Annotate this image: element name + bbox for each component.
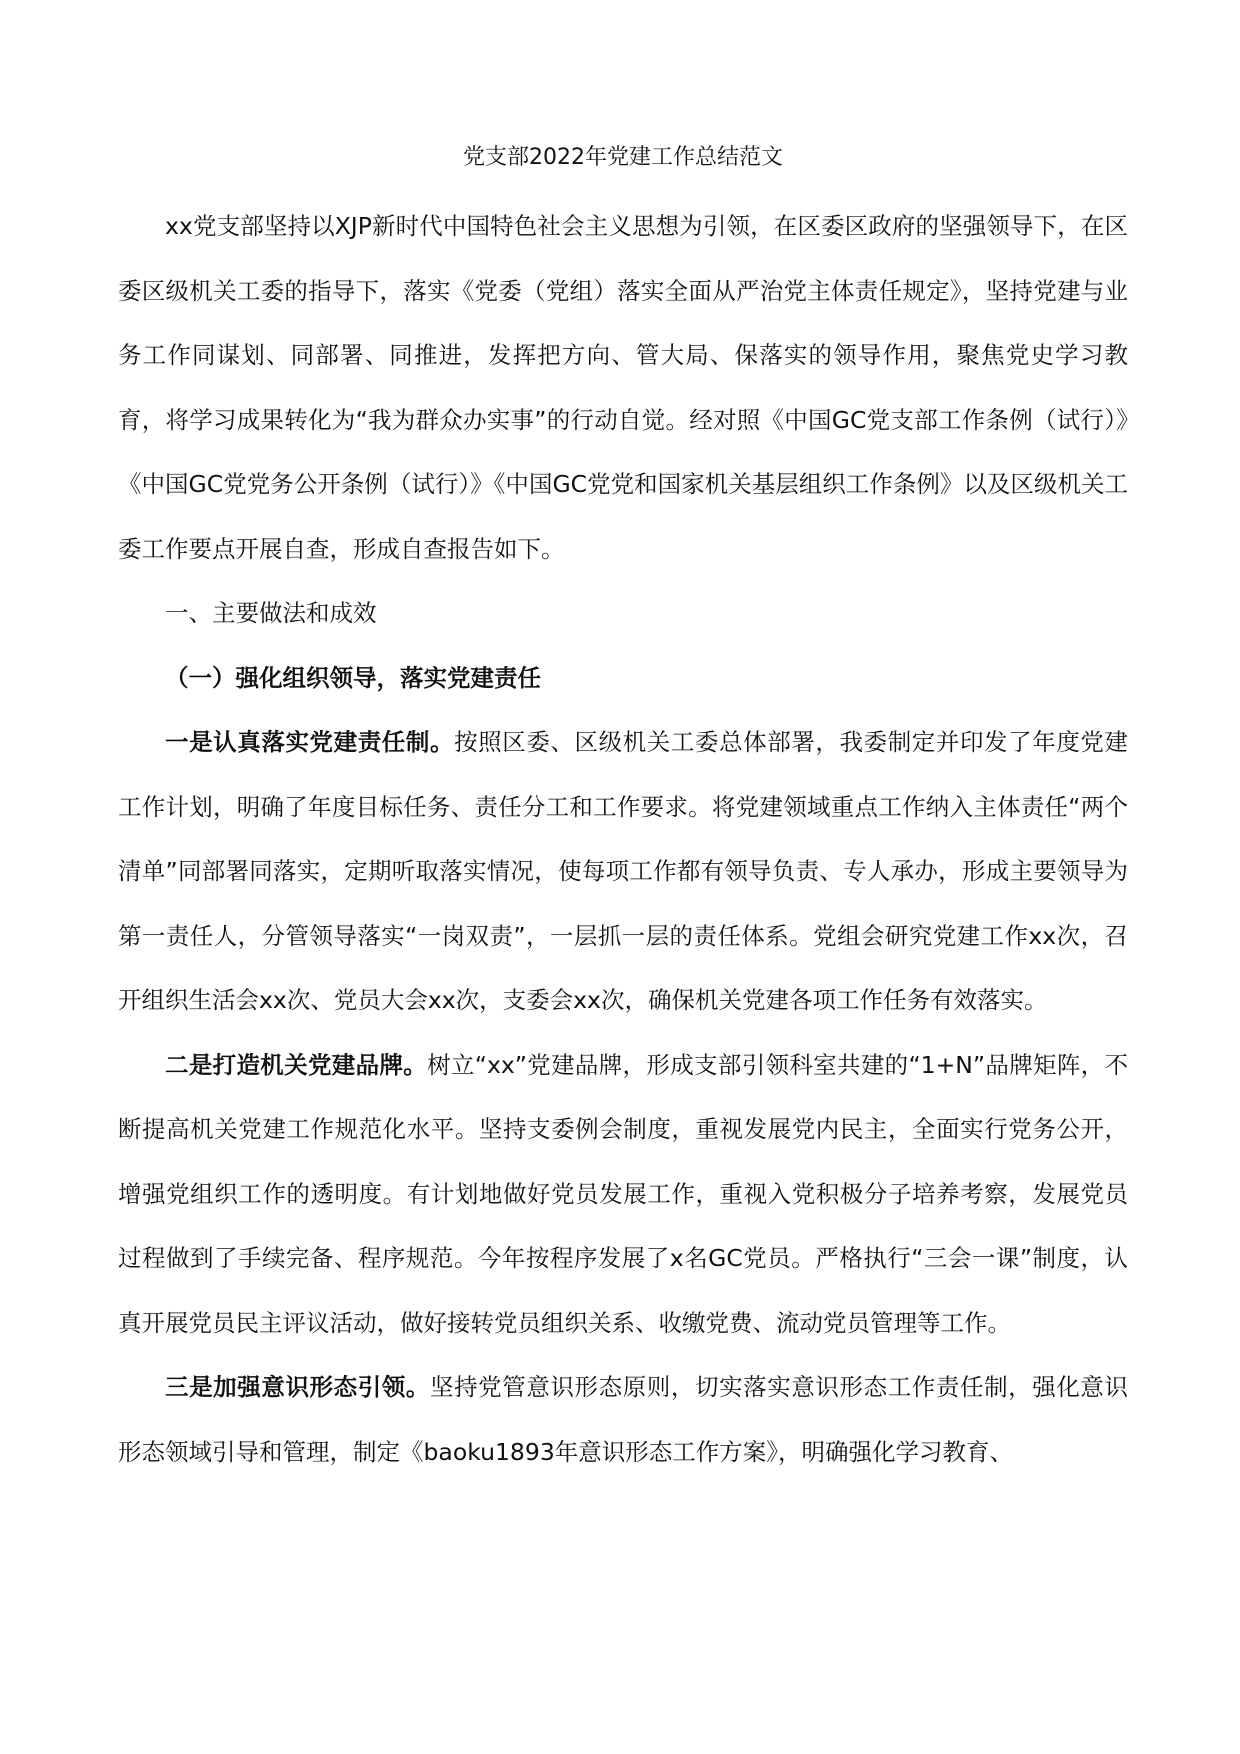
paragraph-body: 按照区委、区级机关工委总体部署，我委制定并印发了年度党建工作计划，明确了年度目标任务、责任分工和工作要求。将党建领域重点工作纳入主体责任“两个清单”同部署同落实，定期听取落实情况，使每项工作都有领导负责、专人承办，形成主要领导为第一责任人，分管领导落实“一岗双责”，一层抓一层的责任体系。党组会研究党建工作xx次，召开组织生活会xx次、党员大会xx次，支委会xx次，确保机关党建各项工作任务有效落实。 [118,728,1129,1014]
intro-paragraph: xx党支部坚持以XJP新时代中国特色社会主义思想为引领，在区委区政府的坚强领导下，在区委区级机关工委的指导下，落实《党委（党组）落实全面从严治党主体责任规定》，坚持党建与业务工作同谋划、同部署、同推进，发挥把方向、管大局、保落实的领导作用，聚焦党史学习教育，将学习成果转化为“我为群众办实事”的行动自觉。经对照《中国GC党支部工作条例（试行）》《中国GC党党务公开条例（试行）》《中国GC党党和国家机关基层组织工作条例》以及区级机关工委工作要点开展自查，形成自查报告如下。 [118,212,1128,563]
paragraph-body: 坚持党管意识形态原则，切实落实意识形态工作责任制，强化意识形态领域引导和管理，制定《baoku1893年意识形态工作方案》，明确强化学习教育、 [118,1373,1129,1466]
section-heading: 一、主要做法和成效 [165,599,377,627]
paragraph-lead: 一是认真落实党建责任制。 [165,728,455,756]
paragraph-lead: 三是加强意识形态引领。 [165,1373,430,1401]
document-title: 党支部2022年党建工作总结范文 [463,145,783,170]
paragraph-ideology [118,1355,1128,1484]
paragraph-party-responsibility [118,710,1128,1033]
document-body [118,138,1128,1484]
paragraph-body: 树立“xx”党建品牌，形成支部引领科室共建的“1+N”品牌矩阵，不断提高机关党建工作规范化水平。坚持支委例会制度，重视发展党内民主，全面实行党务公开，增强党组织工作的透明度。有计划地做好党员发展工作，重视入党积极分子培养考察，发展党员过程做到了手续完备、程序规范。今年按程序发展了x名GC党员。严格执行“三会一课”制度，认真开展党员民主评议活动，做好接转党员组织关系、收缴党费、流动党员管理等工作。 [118,1050,1129,1337]
paragraph-party-brand [118,1033,1128,1356]
paragraph-lead: 二是打造机关党建品牌。 [165,1050,428,1079]
subsection-heading: （一）强化组织领导，落实党建责任 [165,663,541,692]
